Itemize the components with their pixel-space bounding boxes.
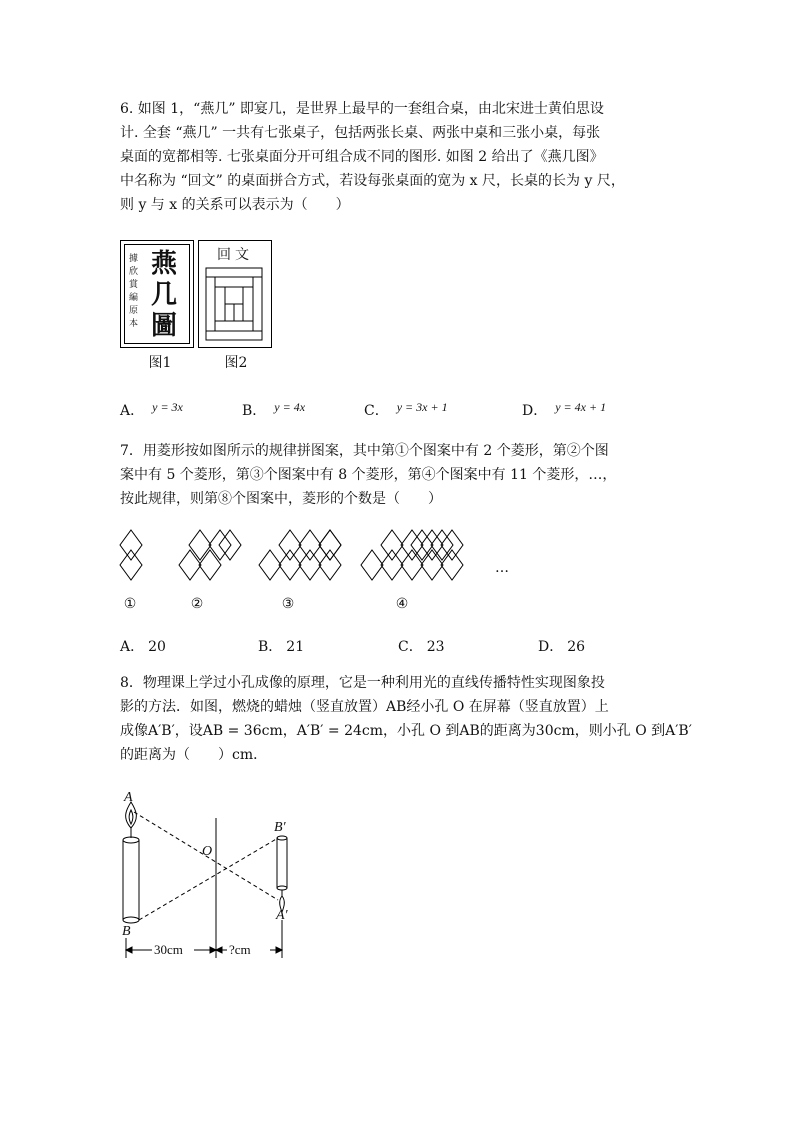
- q6-option-c[interactable]: [364, 400, 448, 420]
- option-value: y = 4x: [274, 400, 306, 414]
- option-label: A．: [120, 639, 145, 655]
- fig1-box: [120, 240, 194, 348]
- fig1-subtitle: 據欣賞編原本: [129, 254, 139, 329]
- q6-option-b[interactable]: [242, 400, 305, 420]
- q6-option-d[interactable]: [522, 400, 606, 420]
- q7-option-d[interactable]: [538, 636, 585, 656]
- dimension-line: [126, 920, 282, 958]
- q7-line-1: 7．用菱形按如图所示的规律拼图案，其中第①个图案中有 2 个菱形，第②个图: [120, 443, 609, 459]
- q7-label-2: ②: [190, 596, 204, 612]
- label-b-prime: B′: [274, 820, 286, 835]
- q6-line-1: 6. 如图 1，“燕几” 即宴几，是世界上最早的一套组合桌，由北宋进士黄伯思设: [120, 101, 604, 117]
- q7-option-a[interactable]: [120, 636, 166, 656]
- option-value: y = 4x + 1: [555, 400, 607, 414]
- label-b: B: [122, 924, 131, 939]
- q6-option-a[interactable]: [120, 400, 183, 420]
- option-value: y = 3x: [152, 400, 183, 414]
- q7-option-c[interactable]: [398, 636, 445, 656]
- q7-label-3: ③: [281, 596, 295, 612]
- option-value: y = 3x + 1: [396, 400, 448, 414]
- pattern-3: [259, 530, 341, 580]
- q7-line-3: 按此规律，则第⑧个图案中，菱形的个数是（ ）: [120, 491, 442, 507]
- option-label: A．: [120, 403, 145, 419]
- dist-label-1: 30cm: [154, 942, 183, 957]
- q8-line-1: 8．物理课上学过小孔成像的原理，它是一种利用光的直线传播特性实现图象投: [120, 675, 605, 691]
- option-label: D．: [522, 403, 548, 419]
- fig2-caption: 图2: [224, 355, 248, 371]
- fig1-caption: 图1: [148, 355, 172, 371]
- label-o: O: [202, 844, 213, 859]
- option-label: B．: [242, 403, 267, 419]
- option-label: D．: [538, 639, 564, 655]
- fig2-title: 回文: [217, 247, 253, 263]
- q8-line-3: 成像A′B′，设AB = 36cm，A′B′ = 24cm，小孔 O 到AB的距离为30cm，则小孔 O 到A′B′: [120, 723, 692, 739]
- q8-line-4: 的距离为（ ）cm．: [120, 747, 268, 763]
- candle-ab: [123, 802, 139, 923]
- q7-line-2: 案中有 5 个菱形，第③个图案中有 8 个菱形，第④个图案中有 11 个菱形，…，: [120, 467, 617, 483]
- pattern-1: [120, 530, 142, 580]
- option-label: C．: [398, 639, 423, 655]
- fig1-title: 燕几圖: [151, 249, 178, 341]
- label-a-prime: A′: [276, 908, 288, 923]
- option-value: 23: [426, 639, 445, 655]
- q7-ellipsis: …: [495, 560, 509, 576]
- q7-label-1: ①: [123, 596, 137, 612]
- option-label: B．: [258, 639, 283, 655]
- q7-rhombus-patterns: [110, 525, 510, 595]
- option-label: C．: [364, 403, 389, 419]
- light-rays: [134, 812, 278, 920]
- pattern-4: [361, 530, 463, 580]
- q6-line-3: 桌面的宽都相等. 七张桌面分开可组合成不同的图形. 如图 2 给出了《燕几图》: [120, 149, 604, 165]
- pattern-2: [179, 530, 241, 580]
- image-apbp: [277, 836, 287, 912]
- q7-option-b[interactable]: [258, 636, 304, 656]
- dist-label-2: ?cm: [229, 942, 251, 957]
- option-value: 26: [567, 639, 586, 655]
- q8-line-2: 影的方法．如图，燃烧的蜡烛（竖直放置）AB经小孔 O 在屏幕（竖直放置）上: [120, 699, 609, 715]
- option-value: 21: [286, 639, 305, 655]
- q6-line-2: 计. 全套 “燕几” 一共有七张桌子，包括两张长桌、两张中桌和三张小桌，每张: [120, 125, 601, 141]
- q6-line-5: 则 y 与 x 的关系可以表示为（ ）: [120, 197, 350, 213]
- label-a: A: [124, 790, 133, 805]
- q6-line-4: 中名称为 “回文” 的桌面拼合方式，若设每张桌面的宽为 x 尺，长桌的长为 y 尺，: [120, 173, 625, 189]
- q8-pinhole-figure: [112, 790, 312, 965]
- fig2-box: [198, 240, 272, 348]
- option-value: 20: [148, 639, 166, 655]
- q7-label-4: ④: [395, 596, 409, 612]
- fig2-tiling: [205, 267, 265, 343]
